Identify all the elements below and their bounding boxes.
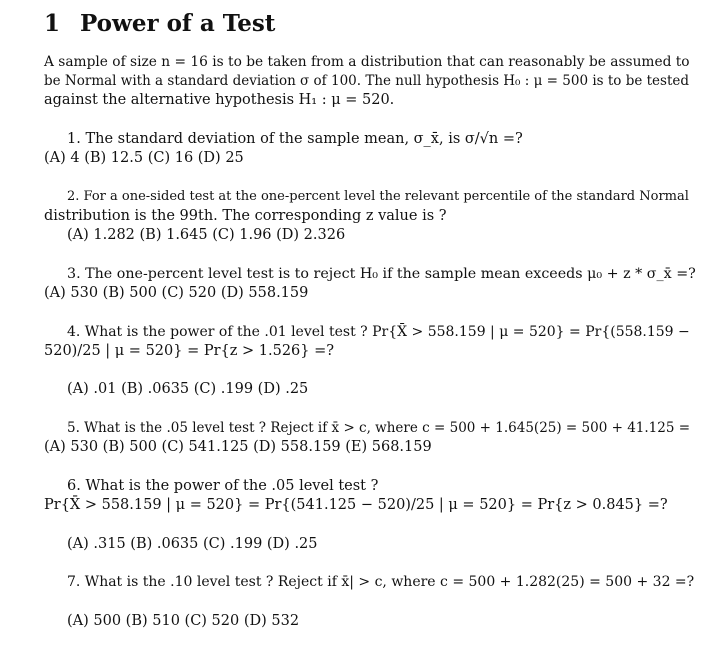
answer-choices: (A) 530 (B) 500 (C) 541.125 (D) 558.159 (E) 568.159 bbox=[44, 439, 432, 455]
section-heading bbox=[44, 10, 275, 37]
question-text: 5. What is the .05 level test ? Reject if x̄ > c, where c = 500 + 1.645(25) = 500 + 41.125 = bbox=[67, 420, 691, 436]
answer-choices: (A) 530 (B) 500 (C) 520 (D) 558.159 bbox=[44, 285, 309, 301]
section-title: Power of a Test bbox=[80, 10, 276, 37]
answer-choices: (A) .01 (B) .0635 (C) .199 (D) .25 bbox=[67, 381, 309, 397]
intro-line: against the alternative hypothesis H₁ : μ = 520. bbox=[44, 92, 395, 108]
intro-line: be Normal with a standard deviation σ of 100. The null hypothesis H₀ : μ = 500 is to be tested bbox=[44, 73, 690, 89]
question-text: Pr{X̄ > 558.159 | μ = 520} = Pr{(541.125 − 520)/25 | μ = 520} = Pr{z > 0.845} =? bbox=[44, 497, 668, 513]
question-text: 7. What is the .10 level test ? Reject if x̄| > c, where c = 500 + 1.282(25) = 500 + 32 =? bbox=[67, 574, 695, 590]
question-text: 6. What is the power of the .05 level test ? bbox=[67, 478, 379, 494]
question-text: 1. The standard deviation of the sample mean, σ_x̄, is σ/√n =? bbox=[67, 131, 523, 147]
question-text: distribution is the 99th. The corresponding z value is ? bbox=[44, 208, 447, 224]
question-text: 2. For a one-sided test at the one-percent level the relevant percentile of the standard Normal bbox=[67, 189, 689, 204]
answer-choices: (A) 1.282 (B) 1.645 (C) 1.96 (D) 2.326 bbox=[67, 227, 346, 243]
answer-choices: (A) 500 (B) 510 (C) 520 (D) 532 bbox=[67, 613, 300, 629]
question-text: 3. The one-percent level test is to reject H₀ if the sample mean exceeds μ₀ + z * σ_x̄ =? bbox=[67, 266, 696, 282]
intro-line: A sample of size n = 16 is to be taken from a distribution that can reasonably be assumed to bbox=[44, 54, 690, 70]
question-text: 520)/25 | μ = 520} = Pr{z > 1.526} =? bbox=[44, 343, 335, 359]
question-text: 4. What is the power of the .01 level test ? Pr{X̄ > 558.159 | μ = 520} = Pr{(558.159 − bbox=[67, 324, 690, 340]
answer-choices: (A) 4 (B) 12.5 (C) 16 (D) 25 bbox=[44, 150, 244, 166]
answer-choices: (A) .315 (B) .0635 (C) .199 (D) .25 bbox=[67, 536, 318, 552]
section-number: 1 bbox=[44, 10, 61, 37]
